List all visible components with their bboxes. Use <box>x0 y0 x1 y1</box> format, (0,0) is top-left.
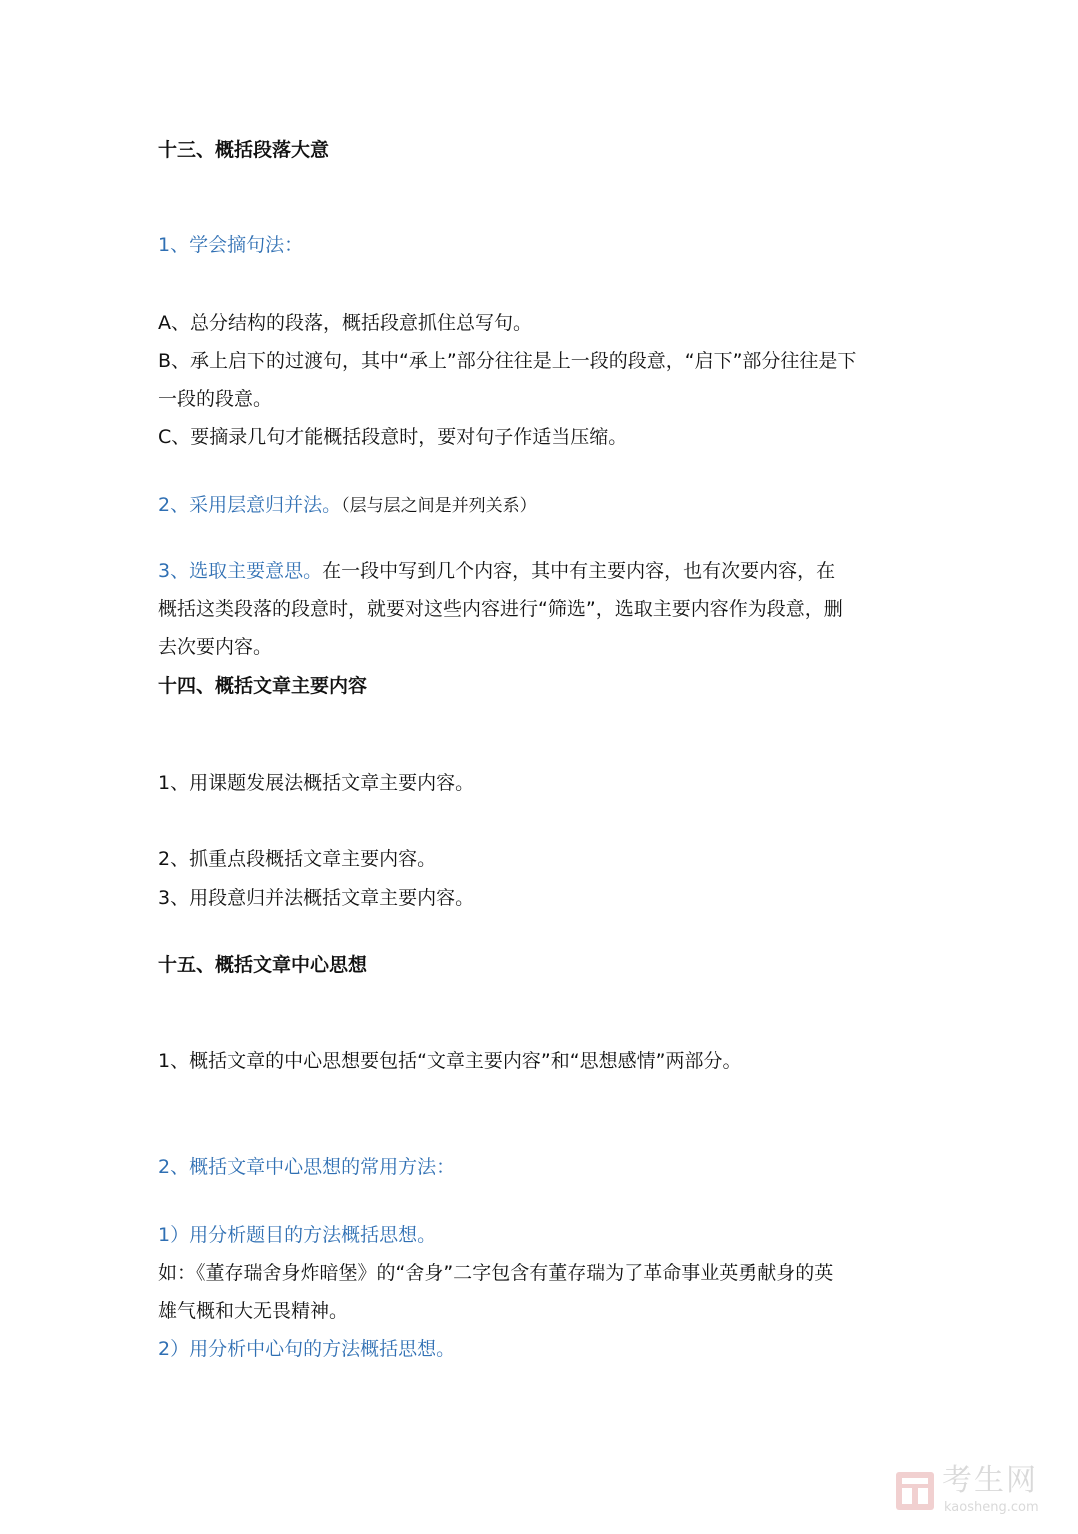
watermark-url: kaosheng.com <box>944 1500 1039 1515</box>
section-3-text-1: 在一段中写到几个内容，其中有主要内容，也有次要内容，在 <box>322 560 836 582</box>
section-2 <box>158 486 918 525</box>
method-1: 1）用分析题目的方法概括思想。 <box>158 1224 437 1246</box>
method-1-example-line-1: 如：《董存瑞舍身炸暗堡》的“舍身”二字包含有董存瑞为了革命事业英勇献身的英 <box>158 1262 834 1284</box>
section-3-line-1 <box>158 552 918 590</box>
watermark-title: 考生网 <box>942 1463 1038 1498</box>
watermark-logo-icon <box>894 1470 936 1512</box>
item-c: C、要摘录几句才能概括段意时，要对句子作适当压缩。 <box>158 426 628 448</box>
method-2: 2）用分析中心句的方法概括思想。 <box>158 1338 456 1360</box>
item-b-line-1: B、承上启下的过渡句，其中“承上”部分往往是上一段的段意，“启下”部分往往是下 <box>158 350 857 372</box>
item-a: A、总分结构的段落，概括段意抓住总写句。 <box>158 312 532 334</box>
section-2-note: （层与层之间是并列关系） <box>341 496 537 516</box>
heading-14-item-1: 1、用课题发展法概括文章主要内容。 <box>158 772 475 794</box>
heading-15-item-2: 2、概括文章中心思想的常用方法： <box>158 1156 456 1178</box>
item-b-line-2: 一段的段意。 <box>158 388 273 410</box>
watermark <box>894 1462 1064 1520</box>
heading-15: 十五、概括文章中心思想 <box>158 954 368 976</box>
heading-14-item-3: 3、用段意归并法概括文章主要内容。 <box>158 887 475 909</box>
method-1-example-line-2: 雄气概和大无畏精神。 <box>158 1300 349 1322</box>
section-3-line-2: 概括这类段落的段意时，就要对这些内容进行“筛选”，选取主要内容作为段意，删 <box>158 598 843 620</box>
heading-14: 十四、概括文章主要内容 <box>158 675 368 697</box>
section-3-label: 3、选取主要意思。 <box>158 560 323 582</box>
heading-14-item-2: 2、抓重点段概括文章主要内容。 <box>158 848 437 870</box>
heading-15-item-1: 1、概括文章的中心思想要包括“文章主要内容”和“思想感情”两部分。 <box>158 1050 742 1072</box>
heading-13: 十三、概括段落大意 <box>158 139 330 161</box>
section-3-line-3: 去次要内容。 <box>158 636 273 658</box>
section-1-label: 1、学会摘句法： <box>158 234 304 256</box>
section-2-label: 2、采用层意归并法。 <box>158 494 342 516</box>
